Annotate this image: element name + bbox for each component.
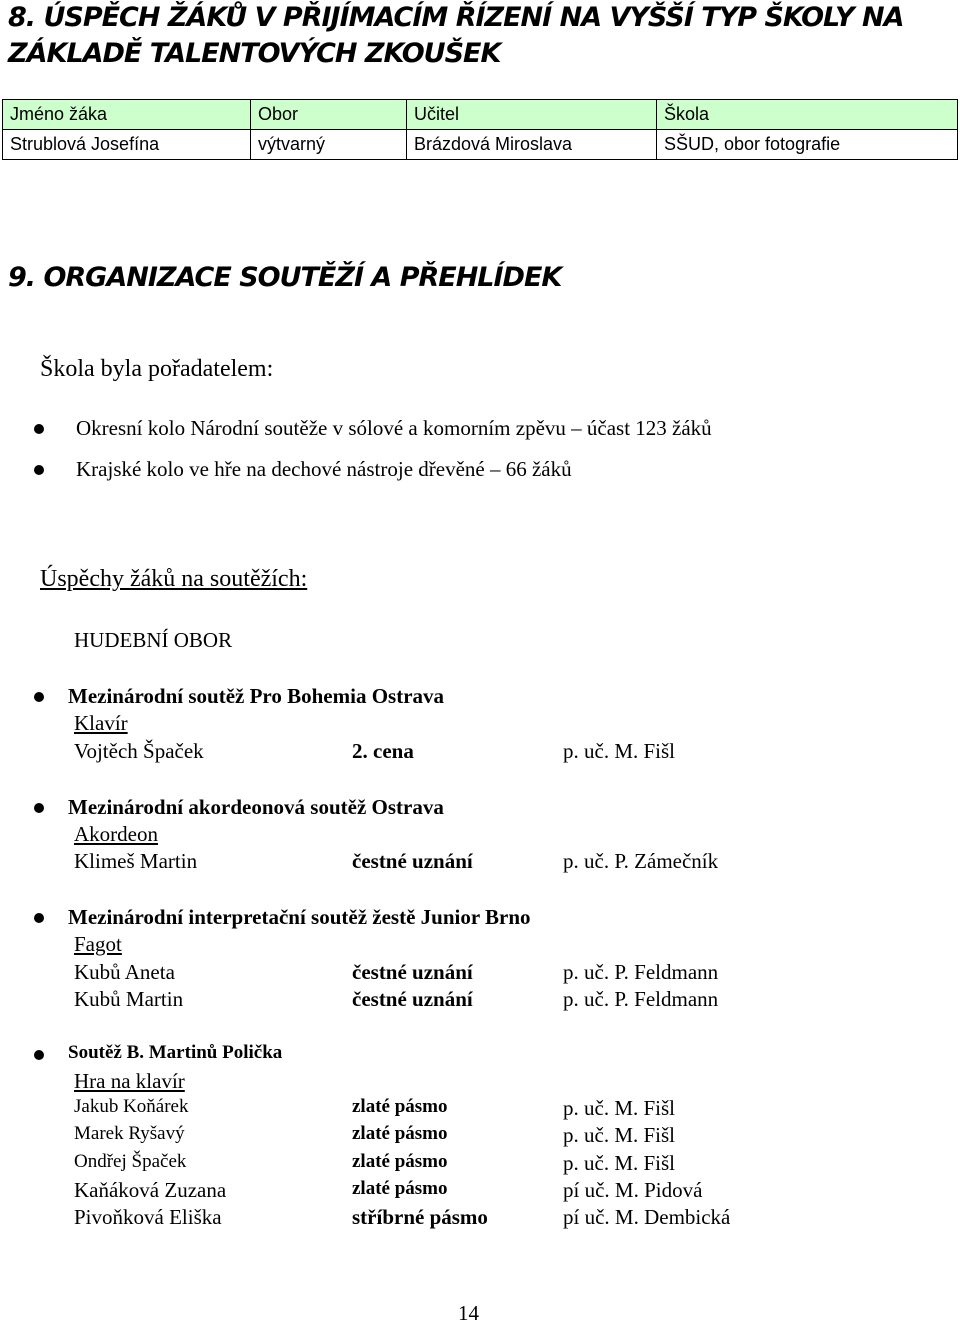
teacher-name: pí uč. M. Pidová [563,1178,703,1202]
table-header-row [3,100,958,130]
student-name: Pivoňková Eliška [74,1205,222,1229]
result-award: stříbrné pásmo [352,1205,488,1229]
instrument-label: Klavír [74,711,128,735]
teacher-name: p. uč. P. Feldmann [563,960,719,984]
subheading: HUDEBNÍ OBOR [74,628,233,652]
table-cell: Brázdová Miroslava [407,130,657,160]
organizer-item: Krajské kolo ve hře na dechové nástroje dřevěné – 66 žáků [76,457,572,481]
result-award: zlaté pásmo [352,1096,448,1117]
bullet-icon [34,424,44,434]
result-award: zlaté pásmo [352,1178,448,1199]
student-name: Klimeš Martin [74,849,198,873]
student-name: Kaňáková Zuzana [74,1178,227,1202]
competition-name: Mezinárodní akordeonová soutěž Ostrava [68,795,444,819]
result-award: zlaté pásmo [352,1151,448,1172]
teacher-name: pí uč. M. Dembická [563,1205,731,1229]
teacher-name: p. uč. M. Fišl [563,1151,676,1175]
student-name: Kubů Martin [74,987,184,1011]
student-name: Vojtěch Špaček [74,739,204,763]
organizer-heading: Škola byla pořadatelem: [40,356,274,382]
bullet-icon [34,803,44,813]
student-name: Ondřej Špaček [74,1151,187,1172]
result-award: čestné uznání [352,987,473,1011]
bullet-icon [34,913,44,923]
competition-name: Mezinárodní soutěž Pro Bohemia Ostrava [68,684,445,708]
section-8-title: 8. ÚSPĚCH ŽÁKŮ V PŘIJÍMACÍM ŘÍZENÍ NA VYŠŠÍ TYP ŠKOLY NA ZÁKLADĚ TALENTOVÝCH ZKOUŠEK [8,2,904,69]
bullet-icon [34,1050,44,1060]
teacher-name: p. uč. M. Fišl [563,1123,676,1147]
competition-name: Mezinárodní interpretační soutěž žestě Junior Brno [68,905,531,929]
result-award: 2. cena [352,739,414,763]
table-cell: SŠUD, obor fotografie [657,130,958,160]
header-cell: Jméno žáka [3,100,251,130]
teacher-name: p. uč. M. Fišl [563,1096,676,1120]
instrument-label: Hra na klavír [74,1069,185,1093]
student-name: Jakub Koňárek [74,1096,189,1117]
header-cell: Učitel [407,100,657,130]
result-award: čestné uznání [352,960,473,984]
table-cell: Strublová Josefína [3,130,251,160]
instrument-label: Fagot [74,932,122,956]
result-award: zlaté pásmo [352,1123,448,1144]
teacher-name: p. uč. M. Fišl [563,739,676,763]
competition-name: Soutěž B. Martinů Polička [68,1042,283,1063]
section-9-title: 9. ORGANIZACE SOUTĚŽÍ A PŘEHLÍDEK [8,262,562,293]
organizer-item: Okresní kolo Národní soutěže v sólové a komorním zpěvu – účast 123 žáků [76,416,712,440]
student-name: Kubů Aneta [74,960,175,984]
bullet-icon [34,692,44,702]
student-name: Marek Ryšavý [74,1123,185,1144]
result-award: čestné uznání [352,849,473,873]
header-cell: Obor [251,100,407,130]
successes-heading: Úspěchy žáků na soutěžích: [40,566,308,592]
teacher-name: p. uč. P. Zámečník [563,849,719,873]
bullet-icon [34,465,44,475]
teacher-name: p. uč. P. Feldmann [563,987,719,1011]
page-number: 14 [458,1301,479,1325]
table-cell: výtvarný [251,130,407,160]
header-cell: Škola [657,100,958,130]
instrument-label: Akordeon [74,822,158,846]
talent-table [2,99,958,160]
table-row [3,130,958,160]
